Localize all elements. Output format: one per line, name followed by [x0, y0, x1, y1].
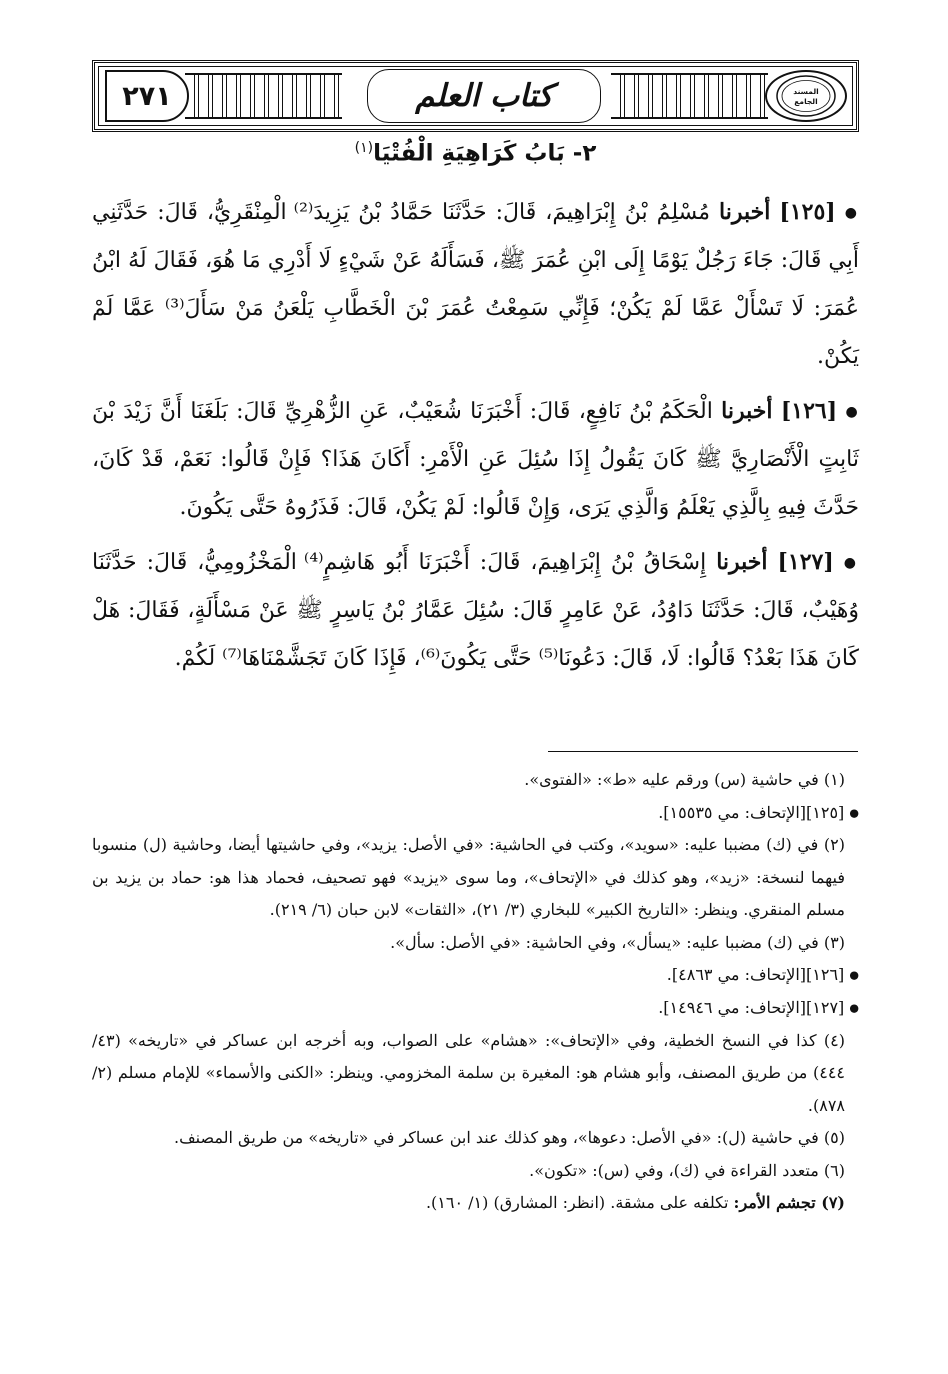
- section-footnote-ref: (١): [354, 140, 374, 156]
- hadith-number: [١٢٥]: [779, 199, 836, 225]
- transmission-formula: أخبرنا: [716, 549, 768, 575]
- bullet-icon: ●: [845, 404, 859, 420]
- bullet-icon: ●: [849, 805, 859, 819]
- footnote-text: تكلفه على مشقة. (انظر: المشارق) (١/ ١٦٠).: [425, 1193, 729, 1213]
- bullet-icon: ●: [849, 1001, 859, 1015]
- footnote-7: [92, 1187, 859, 1220]
- hadith-127: [92, 538, 859, 683]
- transmission-formula: أخبرنا: [719, 199, 771, 225]
- chapter-title-cartouche: [367, 69, 601, 123]
- hadith-text: مُسْلِمُ بْنُ إِبْرَاهِيمَ، قَالَ: حَدَّثَنَا حَمَّادُ بْنُ يَزِيدَ⁽²⁾ الْمِنْقَرِيُّ، قَالَ: حَدَّثَنِي أَبِي قَالَ: جَاءَ رَجُلٌ يَوْمًا إِلَى ابْنِ عُمَرَ ﷺ، فَسَأَلَهُ عَنْ شَيْءٍ لَا أَدْرِي مَا هُوَ، فَقَالَ لَهُ ابْنُ عُمَرَ: لَا تَسْأَلْ عَمَّا لَمْ يَكُنْ؛ فَإِنِّي سَمِعْتُ عُمَرَ بْنَ الْخَطَّابِ يَلْعَنُ مَنْ سَأَلَ⁽³⁾ عَمَّا لَمْ يَكُنْ.: [92, 200, 859, 369]
- bullet-icon: ●: [849, 968, 859, 982]
- ornament-band-right: [611, 73, 768, 119]
- chapter-title: كتاب العلم: [415, 78, 553, 114]
- hadith-text: إِسْحَاقُ بْنُ إِبْرَاهِيمَ، قَالَ: أَخْبَرَنَا أَبُو هَاشِمٍ⁽⁴⁾ الْمَخْزُومِيُّ، قَالَ: حَدَّثَنَا وُهَيْبٌ، قَالَ: حَدَّثَنَا دَاوُدُ، عَنْ عَامِرٍ قَالَ: سُئِلَ عَمَّارُ بْنُ يَاسِرٍ ﷺ عَنْ مَسْأَلَةٍ، فَقَالَ: هَلْ كَانَ هَذَا بَعْدُ؟ قَالُوا: لَا، قَالَ: دَعُونَا⁽⁵⁾ حَتَّى يَكُونَ⁽⁶⁾، فَإِذَا كَانَ تَجَشَّمْنَاهَا⁽⁷⁾ لَكُمْ.: [92, 550, 859, 671]
- footnote-3: (٣) في (ك) مضببا عليه: «يسأل»، وفي الحاشية: «في الأصل: سأل».: [390, 932, 845, 952]
- reference-text: [١٢٥][الإتحاف: مي ١٥٥٣٥].: [658, 802, 845, 822]
- main-text: [92, 188, 859, 689]
- hadith-number: [١٢٧]: [777, 549, 834, 575]
- hadith-text: الْحَكَمُ بْنُ نَافِعٍ، قَالَ: أَخْبَرَنَا شُعَيْبٌ، عَنِ الزُّهْرِيِّ قَالَ: بَلَغَنَا أَنَّ زَيْدَ بْنَ ثَابِتٍ الْأَنْصَارِيَّ ﷺ كَانَ يَقُولُ إِذَا سُئِلَ عَنِ الْأَمْرِ: أَكَانَ هَذَا؟ فَإِنْ قَالُوا: نَعَمْ، قَدْ كَانَ، حَدَّثَ فِيهِ بِالَّذِي يَعْلَمُ وَالَّذِي يَرَى، وَإِنْ قَالُوا: لَمْ يَكُنْ، قَالَ: فَذَرُوهُ حَتَّى يَكُونَ.: [92, 399, 859, 520]
- reference-125: [92, 797, 859, 830]
- page-number-cartouche: [105, 70, 189, 122]
- svg-text:الجامع: الجامع: [794, 97, 818, 106]
- running-header-inner: [98, 66, 853, 126]
- footnote-6: (٦) متعدد القراءة في (ك)، وفي (س): «تكون».: [529, 1160, 845, 1180]
- footnote-4: (٤) كذا في النسخ الخطية، وفي «الإتحاف»: «هشام» على الصواب، وبه أخرجه ابن عساكر في «تاريخه» (٤٣/ ٤٤٤) من طريق المصنف، وأبو هشام هو: المغيرة بن سلمة المخزومي. وينظر: «الكنى والأسماء» للإمام مسلم (٢/ ٨٧٨).: [92, 1030, 845, 1115]
- publisher-seal-logo: [765, 70, 847, 122]
- hadith-126: [92, 387, 859, 532]
- running-header: [92, 60, 859, 132]
- transmission-formula: أخبرنا: [721, 398, 773, 424]
- page-number: ٢٧١: [122, 80, 172, 112]
- ornament-band-left: [185, 73, 342, 119]
- reference-127: [92, 992, 859, 1025]
- bullet-icon: ●: [843, 555, 859, 571]
- footnote-lead-term: (٧) تجشم الأمر:: [733, 1193, 845, 1213]
- section-title: ٢- بَابُ كَرَاهِيَةِ الْفُتْيَا: [373, 140, 597, 167]
- hadith-125: [92, 188, 859, 381]
- footnote-1: (١) في حاشية (س) ورقم عليه «ط»: «الفتوى».: [524, 770, 845, 789]
- reference-text: [١٢٦][الإتحاف: مي ٤٨٦٣].: [666, 965, 845, 985]
- reference-126: [92, 959, 859, 992]
- footnotes: [92, 764, 859, 1220]
- section-heading: [92, 140, 859, 167]
- footnote-2: (٢) في (ك) مضببا عليه: «سويد»، وكتب في الحاشية: «في الأصل: يزيد»، وفي حاشيتها أيضا، وحاشية (ل) منسوبا فيهما لنسخة: «زيد»، وهو كذلك في «الإتحاف»، وما سوى «يزيد» فهو تصحيف، فحماد هذا هو: حماد بن يزيد بن مسلم المنقري. وينظر: «التاريخ الكبير» للبخاري (٣/ ٢١)، «الثقات» لابن حبان (٦/ ٢١٩).: [92, 835, 845, 920]
- svg-text:المسند: المسند: [793, 87, 819, 96]
- hadith-number: [١٢٦]: [780, 398, 838, 424]
- seal-emblem-icon: [774, 73, 838, 119]
- reference-text: [١٢٧][الإتحاف: مي ١٤٩٤٦].: [658, 998, 845, 1017]
- bullet-icon: ●: [844, 205, 859, 221]
- footnote-divider: [548, 751, 858, 752]
- footnote-5: (٥) في حاشية (ل): «في الأصل: دعوها»، وهو كذلك عند ابن عساكر في «تاريخه» من طريق المصنف.: [174, 1128, 845, 1148]
